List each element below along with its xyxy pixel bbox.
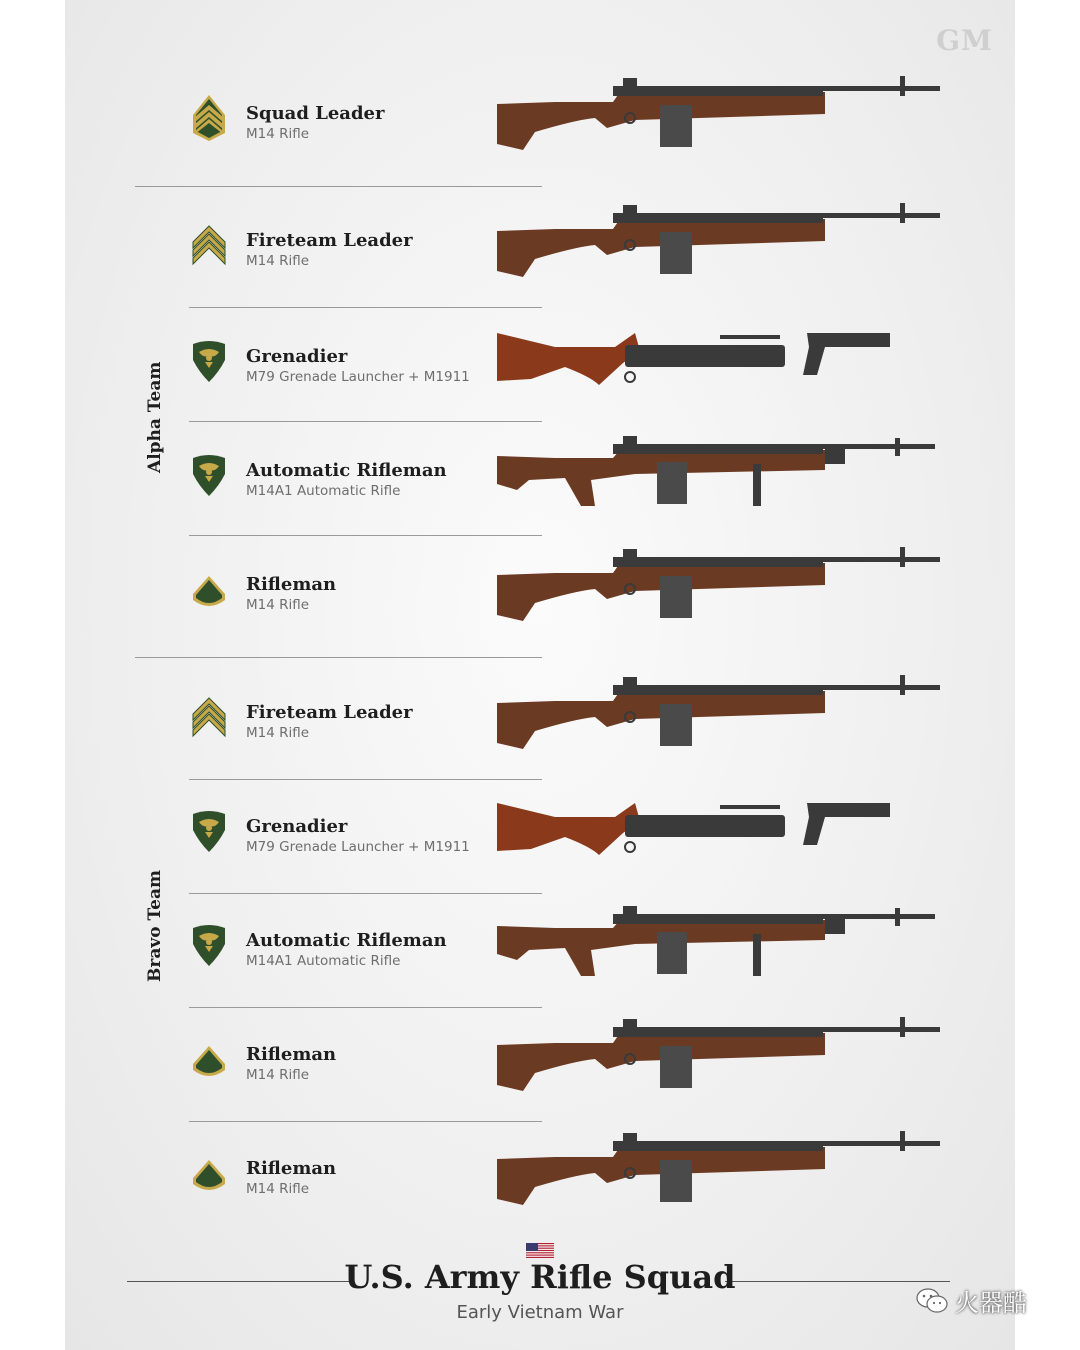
- m14a1-rifle-image: [495, 904, 945, 989]
- private-first-class-icon: [191, 564, 227, 614]
- weapon-name: M14 Rifle: [246, 1181, 310, 1197]
- row-divider: [135, 657, 542, 658]
- watermark-logo: GM: [936, 24, 993, 57]
- team-label-alpha: Alpha Team: [145, 361, 165, 473]
- weapon-name: M14 Rifle: [246, 597, 310, 613]
- squad-member-row: [65, 1016, 1015, 1111]
- m14-rifle-image: [495, 543, 945, 628]
- m14-rifle-image: [495, 671, 945, 756]
- specialist-eagle-icon: [191, 806, 227, 856]
- sergeant-chevron-icon: [191, 692, 227, 742]
- row-divider: [189, 421, 542, 422]
- squad-member-row: [65, 674, 1015, 769]
- weapon-illustration: [495, 1013, 945, 1102]
- squad-member-row: [65, 318, 1015, 413]
- row-divider: [189, 1121, 542, 1122]
- row-divider: [189, 535, 542, 536]
- private-first-class-icon: [191, 1148, 227, 1198]
- weapon-illustration: [495, 199, 945, 288]
- row-divider: [189, 1007, 542, 1008]
- weapon-name: M79 Grenade Launcher + M1911: [246, 839, 470, 855]
- specialist-eagle-icon: [191, 336, 227, 386]
- row-divider: [189, 893, 542, 894]
- role-title: Rifleman: [246, 1158, 337, 1179]
- social-badge-text: 火器酷: [955, 1289, 1027, 1317]
- role-title: Grenadier: [246, 816, 348, 837]
- row-divider: [189, 307, 542, 308]
- row-divider: [189, 779, 542, 780]
- weapon-name: M14A1 Automatic Rifle: [246, 483, 401, 499]
- social-badge: [915, 1283, 1027, 1318]
- sergeant-chevron-icon: [191, 220, 227, 270]
- specialist-eagle-icon: [191, 920, 227, 970]
- us-flag-icon: [526, 1243, 554, 1258]
- private-first-class-icon: [191, 1034, 227, 1084]
- squad-member-row: [65, 1130, 1015, 1225]
- staff-sergeant-chevron-icon: [191, 93, 227, 143]
- squad-member-row: [65, 432, 1015, 527]
- squad-member-row: [65, 902, 1015, 997]
- weapon-name: M79 Grenade Launcher + M1911: [246, 369, 470, 385]
- weapon-illustration: [495, 327, 895, 391]
- role-title: Squad Leader: [246, 103, 385, 124]
- weapon-illustration: [495, 543, 945, 632]
- team-label-bravo: Bravo Team: [145, 870, 165, 982]
- m79-launcher-and-m1911-image: [495, 797, 895, 857]
- role-title: Grenadier: [246, 346, 348, 367]
- row-divider: [135, 186, 542, 187]
- role-title: Rifleman: [246, 574, 337, 595]
- weapon-name: M14 Rifle: [246, 126, 310, 142]
- m14-rifle-image: [495, 1013, 945, 1098]
- weapon-illustration: [495, 671, 945, 760]
- weapon-illustration: [495, 904, 945, 993]
- squad-member-row: [65, 546, 1015, 641]
- weapon-illustration: [495, 434, 945, 523]
- m14-rifle-image: [495, 72, 945, 157]
- poster-subtitle: Early Vietnam War: [456, 1302, 624, 1323]
- m79-launcher-and-m1911-image: [495, 327, 895, 387]
- weapon-name: M14 Rifle: [246, 725, 310, 741]
- poster: [65, 0, 1015, 1350]
- role-title: Fireteam Leader: [246, 230, 413, 251]
- role-title: Rifleman: [246, 1044, 337, 1065]
- squad-member-row: [65, 75, 1015, 170]
- role-title: Automatic Rifleman: [246, 460, 447, 481]
- squad-member-row: [65, 788, 1015, 883]
- weapon-name: M14 Rifle: [246, 253, 310, 269]
- weapon-name: M14A1 Automatic Rifle: [246, 953, 401, 969]
- poster-title: U.S. Army Rifle Squad: [344, 1258, 736, 1296]
- wechat-icon: [915, 1286, 949, 1316]
- specialist-eagle-icon: [191, 450, 227, 500]
- role-title: Automatic Rifleman: [246, 930, 447, 951]
- weapon-illustration: [495, 72, 945, 161]
- squad-member-row: [65, 202, 1015, 297]
- m14-rifle-image: [495, 1127, 945, 1212]
- weapon-illustration: [495, 797, 895, 861]
- weapon-illustration: [495, 1127, 945, 1216]
- role-title: Fireteam Leader: [246, 702, 413, 723]
- weapon-name: M14 Rifle: [246, 1067, 310, 1083]
- m14a1-rifle-image: [495, 434, 945, 519]
- m14-rifle-image: [495, 199, 945, 284]
